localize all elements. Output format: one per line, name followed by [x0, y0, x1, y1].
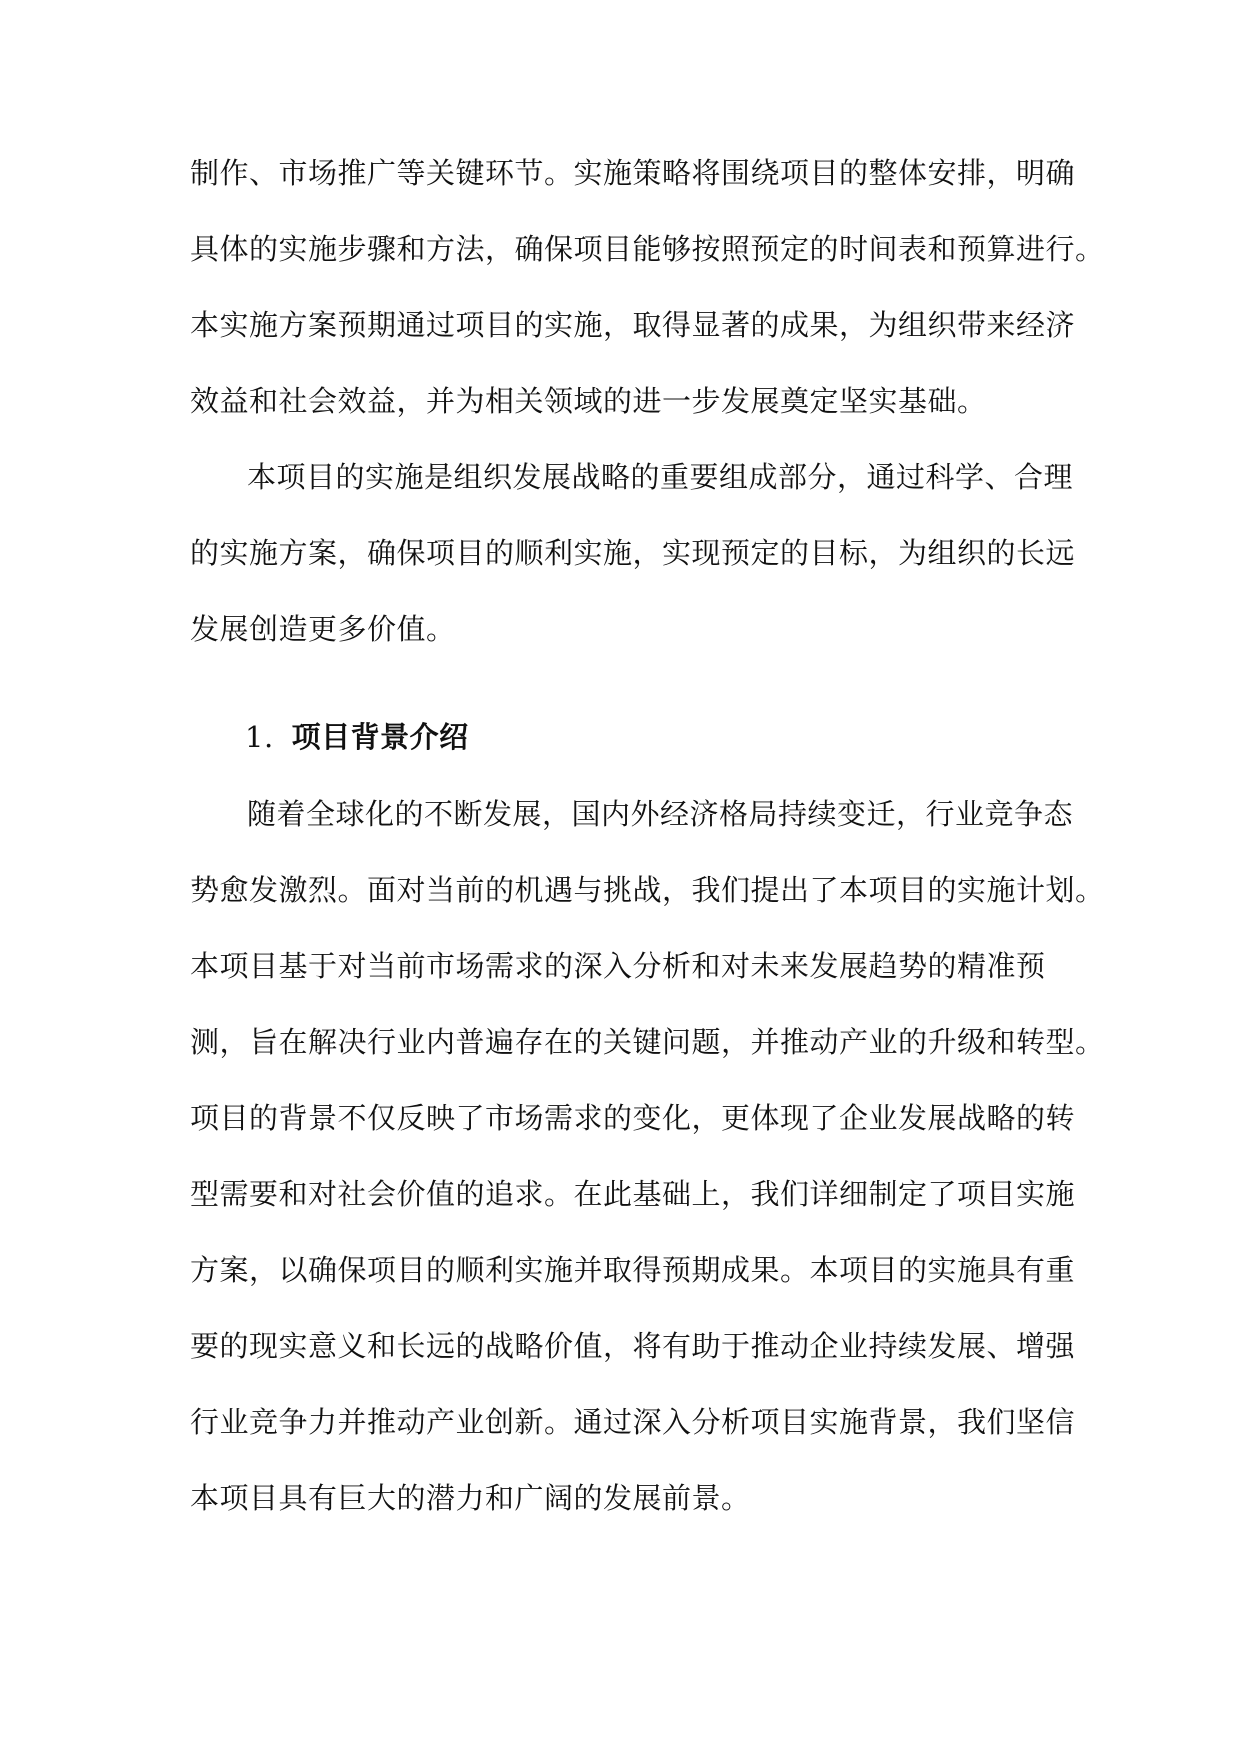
paragraph-3-line-6: 型需要和对社会价值的追求。在此基础上，我们详细制定了项目实施 — [190, 1177, 1076, 1211]
paragraph-3-line-2: 势愈发激烈。面对当前的机遇与挑战，我们提出了本项目的实施计划。 — [190, 873, 1105, 907]
paragraph-3-line-5: 项目的背景不仅反映了市场需求的变化，更体现了企业发展战略的转 — [190, 1101, 1076, 1135]
paragraph-1-line-1: 制作、市场推广等关键环节。实施策略将围绕项目的整体安排，明确 — [190, 156, 1076, 190]
paragraph-1-line-2: 具体的实施步骤和方法，确保项目能够按照预定的时间表和预算进行。 — [190, 232, 1105, 266]
paragraph-2-line-3: 发展创造更多价值。 — [190, 612, 456, 646]
paragraph-3-line-1: 随着全球化的不断发展，国内外经济格局持续变迁，行业竞争态 — [247, 797, 1074, 831]
paragraph-3-line-9: 行业竞争力并推动产业创新。通过深入分析项目实施背景，我们坚信 — [190, 1405, 1076, 1439]
paragraph-3-line-8: 要的现实意义和长远的战略价值，将有助于推动企业持续发展、增强 — [190, 1329, 1076, 1363]
paragraph-3-line-7: 方案，以确保项目的顺利实施并取得预期成果。本项目的实施具有重 — [190, 1253, 1076, 1287]
section-title: 项目背景介绍 — [291, 720, 469, 754]
paragraph-1-line-4: 效益和社会效益，并为相关领域的进一步发展奠定坚实基础。 — [190, 384, 987, 418]
paragraph-3-line-4: 测，旨在解决行业内普遍存在的关键问题，并推动产业的升级和转型。 — [190, 1025, 1105, 1059]
paragraph-3-line-10: 本项目具有巨大的潜力和广阔的发展前景。 — [190, 1481, 751, 1515]
paragraph-1-line-3: 本实施方案预期通过项目的实施，取得显著的成果，为组织带来经济 — [190, 308, 1076, 342]
section-heading — [245, 717, 469, 757]
paragraph-2-line-2: 的实施方案，确保项目的顺利实施，实现预定的目标，为组织的长远 — [190, 536, 1076, 570]
paragraph-2-line-1: 本项目的实施是组织发展战略的重要组成部分，通过科学、合理 — [247, 460, 1074, 494]
section-number: 1. — [245, 720, 274, 754]
paragraph-3-line-3: 本项目基于对当前市场需求的深入分析和对未来发展趋势的精准预 — [190, 949, 1046, 983]
